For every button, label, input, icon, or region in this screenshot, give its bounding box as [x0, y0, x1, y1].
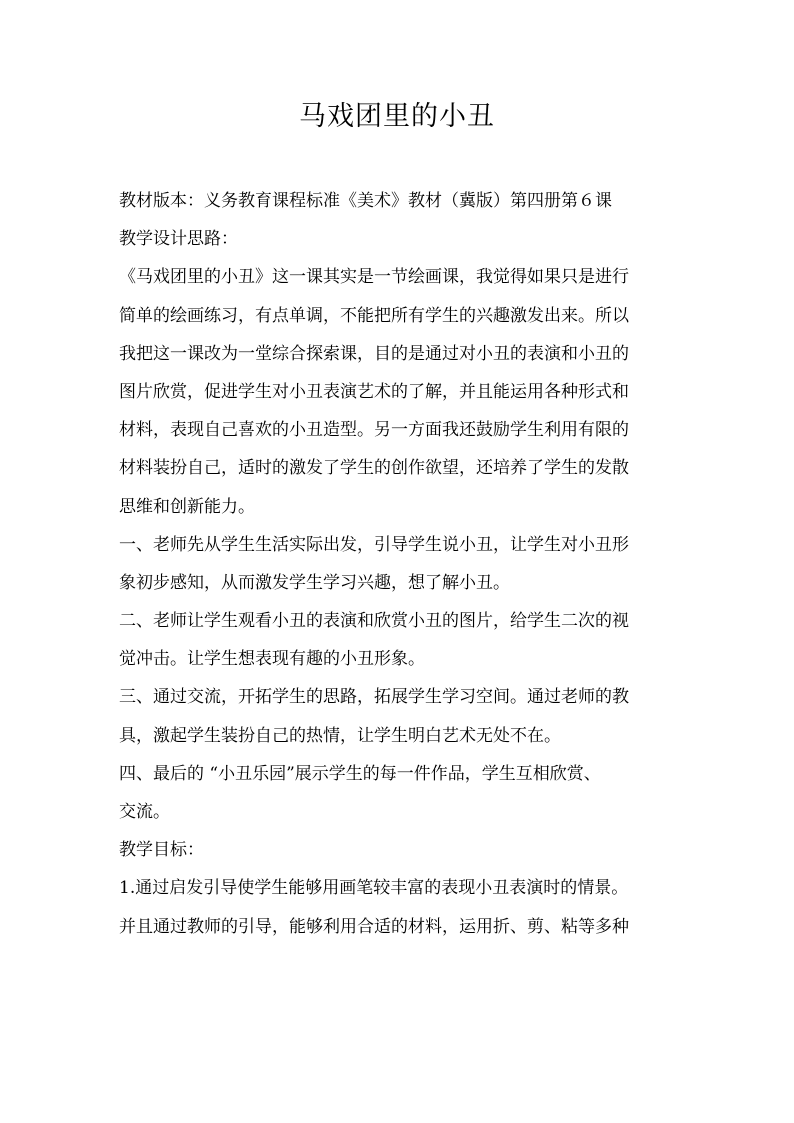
text-line: 并且通过教师的引导，能够利用合适的材料，运用折、剪、粘等多种	[119, 916, 629, 937]
text-line: 具，激起学生装扮自己的热情，让学生明白艺术无处不在。	[119, 725, 561, 746]
text-line: 图片欣赏，促进学生对小丑表演艺术的了解，并且能运用各种形式和	[119, 381, 629, 402]
heading-teaching-goals: 教学目标：	[119, 840, 204, 861]
text-line-textbook-version: 教材版本：义务教育课程标准《美术》教材（冀版）第四册第６课	[119, 191, 612, 211]
text-line: 材料装扮自己，适时的激发了学生的创作欲望，还培养了学生的发散	[119, 458, 629, 479]
text-line: 觉冲击。让学生想表现有趣的小丑形象。	[119, 649, 425, 670]
text-line: 交流。	[119, 802, 170, 822]
text-line: 象初步感知，从而激发学生学习兴趣，想了解小丑。	[119, 572, 510, 593]
text-line: 思维和创新能力。	[119, 496, 255, 517]
heading-design-ideas: 教学设计思路：	[119, 229, 238, 250]
document-title: 马戏团里的小丑	[299, 101, 495, 132]
text-line: 我把这一课改为一堂综合探索课，目的是通过对小丑的表演和小丑的	[119, 343, 629, 364]
document-body	[119, 182, 687, 946]
list-item-one: 一、老师先从学生生活实际出发，引导学生说小丑，让学生对小丑形	[119, 534, 629, 555]
text-line: 《马戏团里的小丑》这一课其实是一节绘画课，我觉得如果只是进行	[119, 267, 629, 288]
list-item-two: 二、老师让学生观看小丑的表演和欣赏小丑的图片，给学生二次的视	[119, 611, 629, 632]
text-line: 简单的绘画练习，有点单调，不能把所有学生的兴趣激发出来。所以	[119, 305, 629, 326]
list-item-four: 四、最后的 “小丑乐园”展示学生的每一件作品，学生互相欣赏、	[119, 763, 601, 784]
goal-item-one: 1.通过启发引导使学生能够用画笔较丰富的表现小丑表演时的情景。	[119, 878, 629, 899]
list-item-three: 三、通过交流，开拓学生的思路，拓展学生学习空间。通过老师的教	[119, 687, 629, 708]
text-line: 材料，表现自己喜欢的小丑造型。另一方面我还鼓励学生利用有限的	[119, 420, 629, 441]
